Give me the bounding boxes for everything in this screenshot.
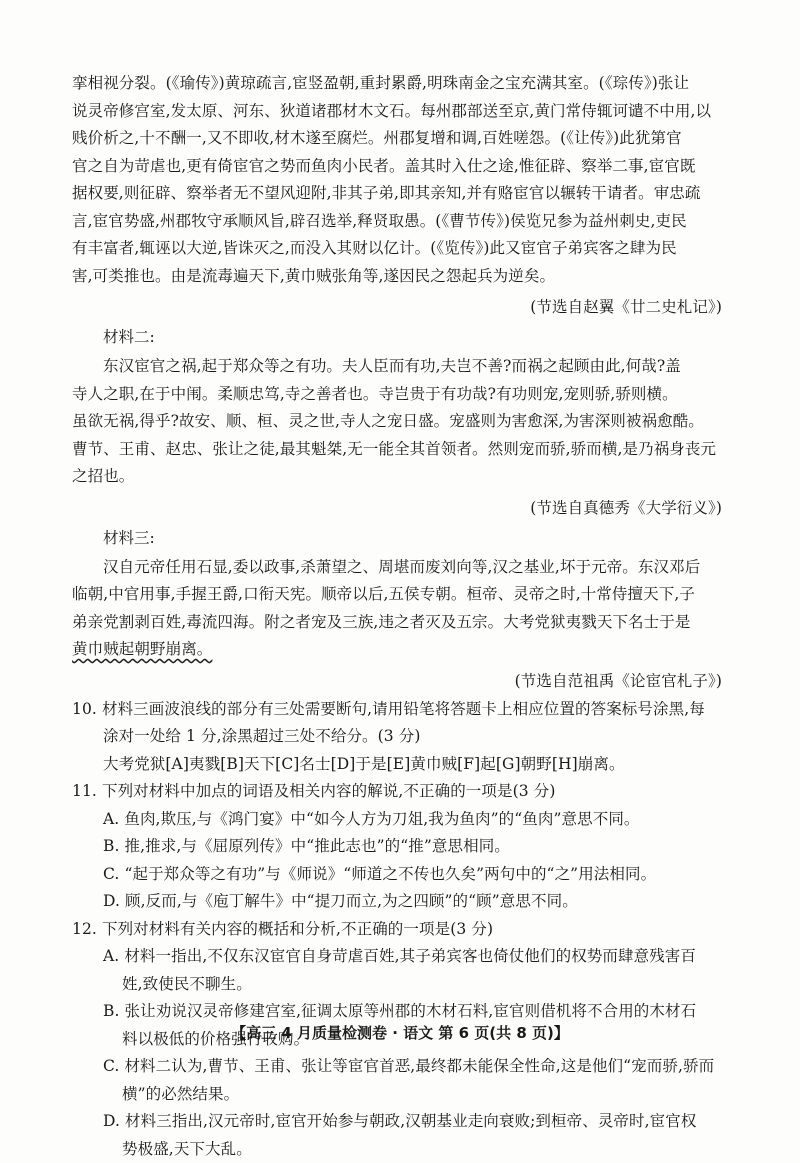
text-line: 官之自为苛虐也,更有倚宦官之势而鱼肉小民者。盖其时入仕之途,惟征辟、察举二事,宦官既	[72, 153, 722, 181]
question-stem: 11. 下列对材料中加点的词语及相关内容的解说,不正确的一项是(3 分)	[72, 778, 722, 806]
answer-options: 大考党狱[A]夷戮[B]天下[C]名士[D]于是[E]黄巾贼[F]起[G]朝野[H]崩离。	[72, 751, 722, 779]
text-line: 害,可类推也。由是流毒遍天下,黄巾贼张角等,遂因民之怨起兵为逆矣。	[72, 263, 722, 291]
material-one	[72, 70, 722, 322]
option-b: B. 推,推求,与《屈原列传》中“推此志也”的“推”意思相同。	[72, 833, 722, 861]
exam-page	[72, 70, 722, 1163]
text-line: 说灵帝修宫室,发太原、河东、狄道诸郡材木文石。每州郡部送至京,黄门常侍辄诃谴不中用,以	[72, 98, 722, 126]
text-line: 临朝,中官用事,手握王爵,口衔天宪。顺帝以后,五侯专朝。桓帝、灵帝之时,十常侍擅天下,子	[72, 581, 722, 609]
option-b: B. 张让劝说汉灵帝修建宫室,征调太原等州郡的木材石料,宦官则借机将不合用的木材石	[72, 998, 722, 1026]
section-title: 材料二:	[72, 322, 722, 353]
text-line: 曹节、王甫、赵忠、张让之徒,最其魁桀,无一能全其首领者。然则宠而骄,骄而横,是乃祸身丧元	[72, 436, 722, 464]
section-title: 材料三:	[72, 523, 722, 554]
question-stem: 10. 材料三画波浪线的部分有三处需要断句,请用铅笔将答题卡上相应位置的答案标号涂黑,每	[72, 696, 722, 724]
text-line: 汉自元帝任用石显,委以政事,杀萧望之、周堪而废刘向等,汉之基业,坏于元帝。东汉邓后	[72, 554, 722, 582]
text-line: 弟亲党割剥百姓,毒流四海。附之者宠及三族,违之者灭及五宗。大考党狱夷戮天下名士于是	[72, 609, 722, 637]
option-c-cont: 横”的必然结果。	[72, 1081, 722, 1109]
option-c: C. 材料二认为,曹节、王甫、张让等宦官首恶,最终都未能保全性命,这是他们“宠而骄,骄而	[72, 1053, 722, 1081]
text-line: 贱价析之,十不酬一,又不即收,材木遂至腐烂。州郡复增和调,百姓嗟怨。(《让传》)此犹第官	[72, 125, 722, 153]
option-d: D. 材料三指出,汉元帝时,宦官开始参与朝政,汉朝基业走向衰败;到桓帝、灵帝时,宦官权	[72, 1108, 722, 1136]
text-line: 虽欲无祸,得乎?故安、顺、桓、灵之世,寺人之宠日盛。宠盛则为害愈深,为害深则被祸愈酷。	[72, 408, 722, 436]
source-citation: (节选自范祖禹《论宦官札子》)	[72, 666, 722, 696]
option-c: C. “起于郑众等之有功”与《师说》“师道之不传也久矣”两句中的“之”用法相同。	[72, 861, 722, 889]
material-three	[72, 523, 722, 696]
text-line: 言,宦官势盛,州郡牧守承顺风旨,辟召选举,释贤取愚。(《曹节传》)侯览兄参为益州刺史,吏民	[72, 208, 722, 236]
text-line: 据权要,则征辟、察举者无不望风迎附,非其子弟,即其亲知,并有赂宦官以辗转干请者。审忠疏	[72, 180, 722, 208]
material-two	[72, 322, 722, 523]
text-line: 东汉宦官之祸,起于郑众等之有功。夫人臣而有功,夫岂不善?而祸之起顾由此,何哉?盖	[72, 353, 722, 381]
option-d-cont: 势极盛,天下大乱。	[72, 1136, 722, 1163]
text-line: 挛相视分裂。(《瑜传》)黄琼疏言,宦竖盈朝,重封累爵,明珠南金之宝充满其室。(《琮传》)张让	[72, 70, 722, 98]
text-line-wavy: 黄巾贼起朝野崩离。	[72, 636, 722, 664]
text-line: 寺人之职,在于中闱。柔顺忠笃,寺之善者也。寺岂贵于有功哉?有功则宠,宠则骄,骄则横。	[72, 381, 722, 409]
option-a-cont: 姓,致使民不聊生。	[72, 971, 722, 999]
source-citation: (节选自真德秀《大学衍义》)	[72, 493, 722, 523]
option-d: D. 顾,反而,与《庖丁解牛》中“提刀而立,为之四顾”的“顾”意思不同。	[72, 888, 722, 916]
text-line: 有丰富者,辄诬以大逆,皆诛灭之,而没入其财以亿计。(《览传》)此又宦官子弟宾客之肆为民	[72, 235, 722, 263]
option-b-cont: 料以极低的价格强行收购。	[72, 1026, 722, 1054]
question-stem: 12. 下列对材料有关内容的概括和分析,不正确的一项是(3 分)	[72, 916, 722, 944]
question-11	[72, 778, 722, 916]
option-a: A. 材料一指出,不仅东汉宦官自身苛虐百姓,其子弟宾客也倚仗他们的权势而肆意残害百	[72, 943, 722, 971]
question-10	[72, 696, 722, 779]
text-line: 之招也。	[72, 463, 722, 491]
page-footer: 【高三 4 月质量检测卷 · 语文 第 6 页(共 8 页)】	[0, 1022, 800, 1043]
option-a: A. 鱼肉,欺压,与《鸿门宴》中“如今人方为刀俎,我为鱼肉”的“鱼肉”意思不同。	[72, 806, 722, 834]
source-citation: (节选自赵翼《廿二史札记》)	[72, 292, 722, 322]
question-stem-cont: 涂对一处给 1 分,涂黑超过三处不给分。(3 分)	[72, 723, 722, 751]
